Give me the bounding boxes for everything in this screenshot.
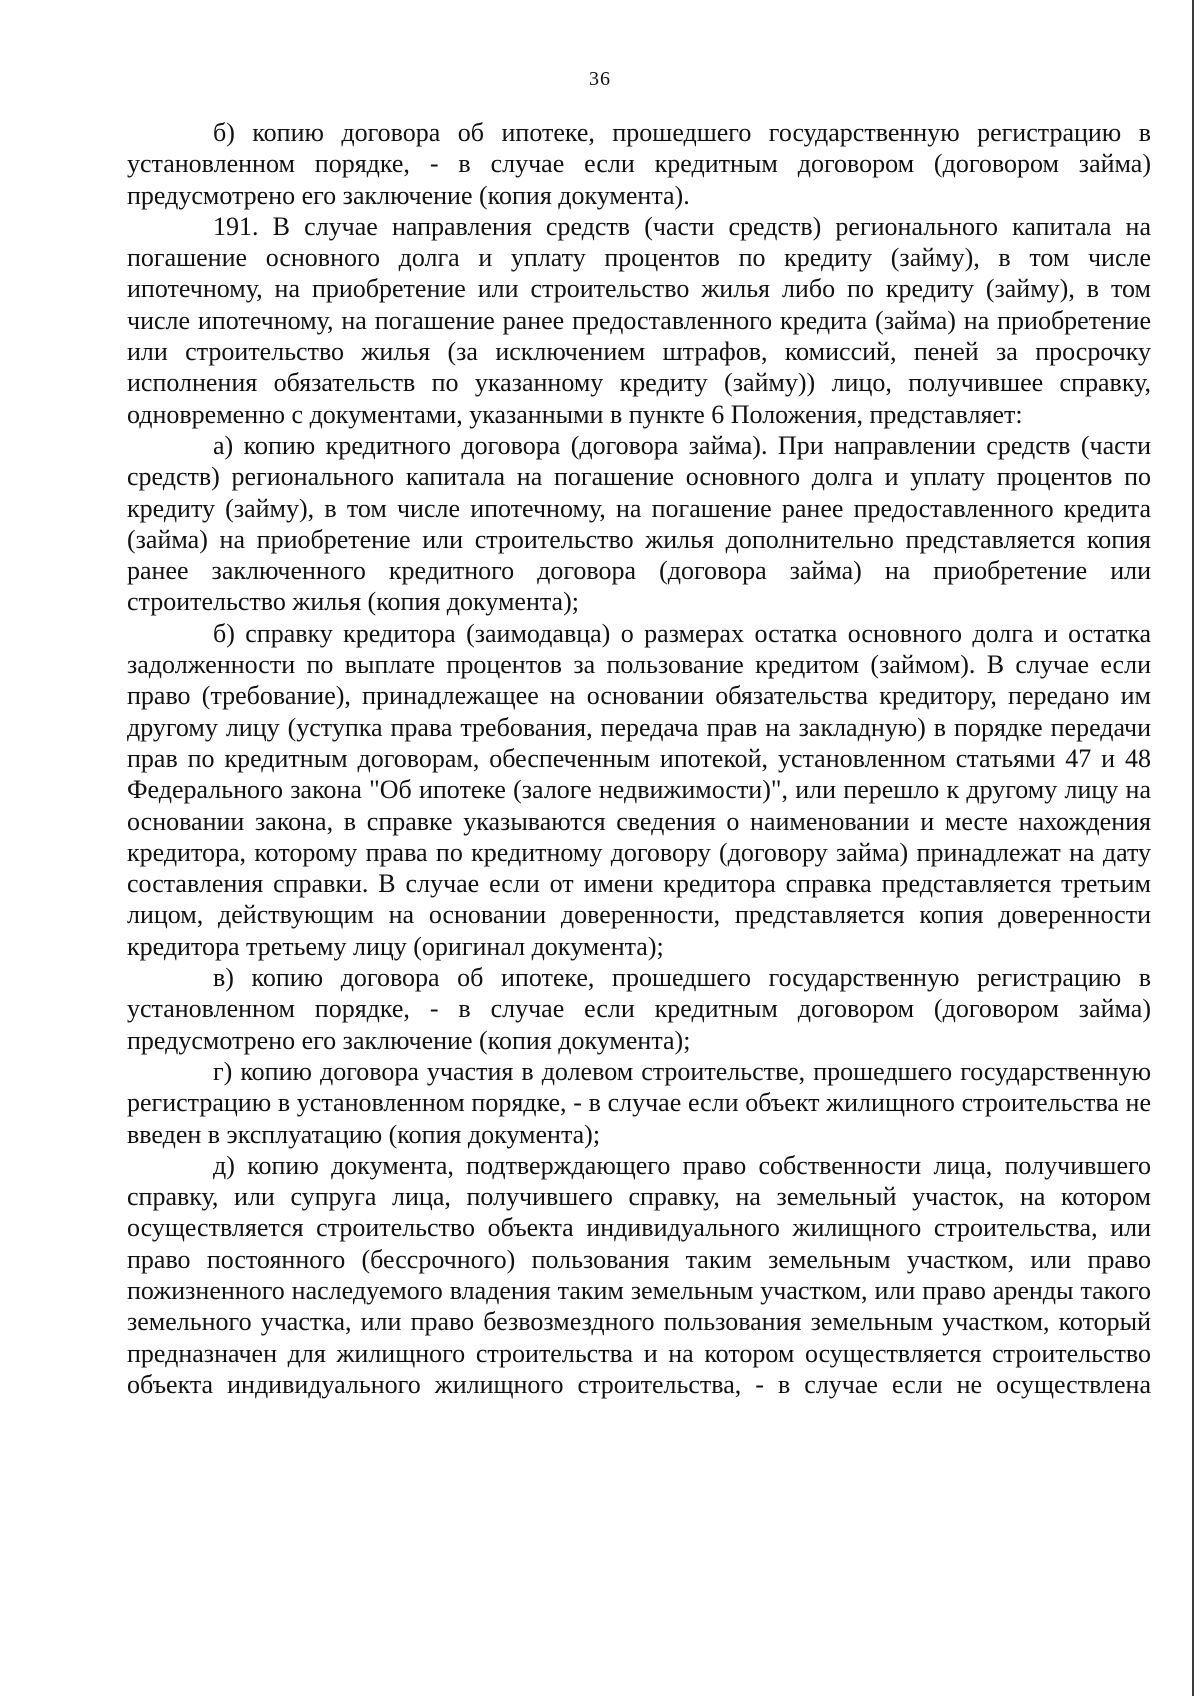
document-body (127, 117, 1151, 1400)
page-number: 36 (589, 68, 611, 90)
paragraph-b-continued: б) копию договора об ипотеке, прошедшего государственную регистрацию в установленном порядке, - в случае если кредитным договором (договором займа) предусмотрено его заключение (копия документа). (127, 118, 1151, 210)
paragraph-d: д) копию документа, подтверждающего право собственности лица, получившего справку, или супруга лица, получившего справку, на земельный участок, на котором осуществляется строительство объекта индивидуального жилищного строительства, или право постоянного (бессрочного) пользования таким земельным участком, или право пожизненного наследуемого владения таким земельным участком, или право аренды такого земельного участка, или право безвозмездного пользования земельным участком, который предназначен для жилищного строительства и на котором осуществляется строительство объекта индивидуального жилищного строительства, - в случае если не осуществлена (127, 1150, 1151, 1399)
paragraph-g: г) копию договора участия в долевом строительстве, прошедшего государственную регистрацию в установленном порядке, - в случае если объект жилищного строительства не введен в эксплуатацию (копия документа); (127, 1056, 1151, 1149)
paragraph-b: б) справку кредитора (заимодавца) о размерах остатка основного долга и остатка задолженности по выплате процентов за пользование кредитом (займом). В случае если право (требование), принадлежащее на основании обязательства кредитору, передано им другому лицу (уступка права требования, передача прав на закладную) в порядке передачи прав по кредитным договорам, обеспеченным ипотекой, установленном статьями 47 и 48 Федерального закона "Об ипотеке (залоге недвижимости)", или перешло к другому лицу на основании закона, в справке указываются сведения о наименовании и месте нахождения кредитора, которому права по кредитному договору (договору займа) принадлежат на дату составления справки. В случае если от имени кредитора справка представляется третьим лицом, действующим на основании доверенности, представляется копия доверенности кредитора третьему лицу (оригинал документа); (127, 618, 1151, 961)
paragraph-v: в) копию договора об ипотеке, прошедшего государственную регистрацию в установленном порядке, - в случае если кредитным договором (договором займа) предусмотрено его заключение (копия документа); (127, 963, 1151, 1055)
paragraph-191: 191. В случае направления средств (части средств) регионального капитала на погашение основного долга и уплату процентов по кредиту (займу), в том числе ипотечному, на приобретение или строительство жилья либо по кредиту (займу), в том числе ипотечному, на погашение ранее предоставленного кредита (займа) на приобретение или строительство жилья (за исключением штрафов, комиссий, пеней за просрочку исполнения обязательств по указанному кредиту (займу)) лицо, получившее справку, одновременно с документами, указанными в пункте 6 Положения, представляет: (127, 211, 1151, 429)
page-edge-shadow (1192, 0, 1194, 1696)
paragraph-a: а) копию кредитного договора (договора займа). При направлении средств (части средств) регионального капитала на погашение основного долга и уплату процентов по кредиту (займу), в том числе ипотечному, на погашение ранее предоставленного кредита (займа) на приобретение или строительство жилья дополнительно представляется копия ранее заключенного кредитного договора (договора займа) на приобретение или строительство жилья (копия документа); (127, 430, 1151, 617)
